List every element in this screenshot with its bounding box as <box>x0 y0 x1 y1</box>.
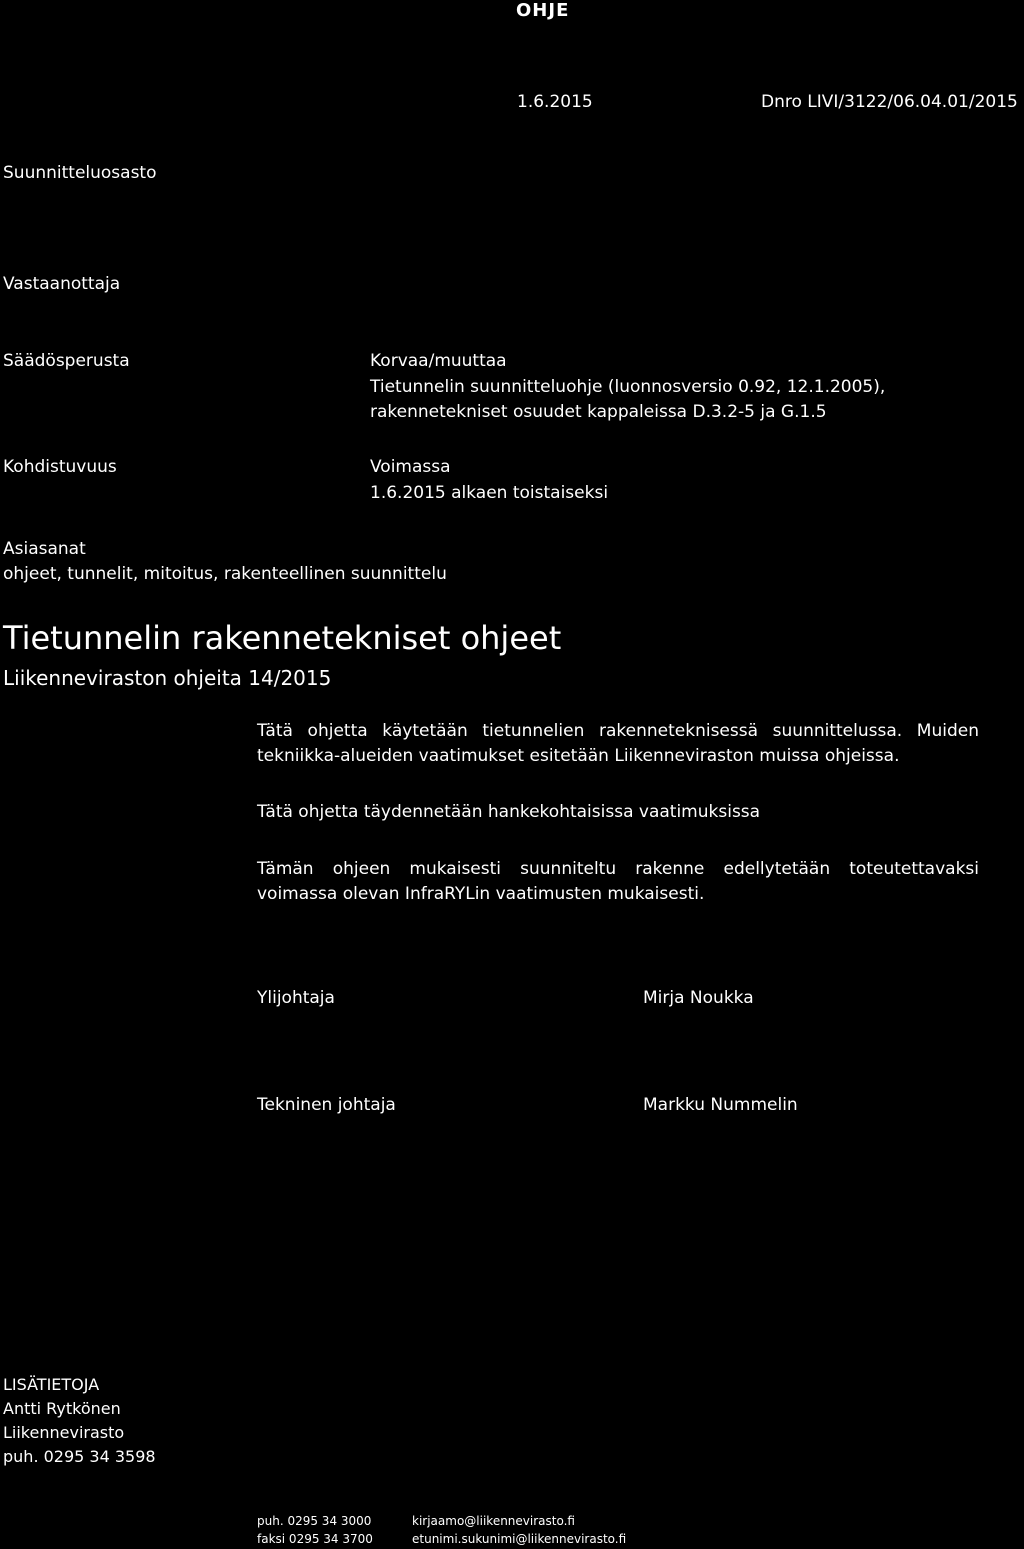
document-title: Tietunnelin rakennetekniset ohjeet <box>3 619 562 657</box>
legal-basis-label: Säädösperusta <box>3 351 130 371</box>
valid-value: 1.6.2015 alkaen toistaiseksi <box>370 483 609 503</box>
replaces-line: rakennetekniset osuudet kappaleissa D.3.2-5 ja G.1.5 <box>370 402 827 422</box>
footer-email-registry[interactable]: kirjaamo@liikennevirasto.fi <box>412 1514 575 1528</box>
scope-label: Kohdistuvuus <box>3 457 117 477</box>
keywords-label: Asiasanat <box>3 539 86 559</box>
replaces-line: Tietunnelin suunnitteluohje (luonnosversio 0.92, 12.1.2005), <box>370 377 886 397</box>
replaces-label: Korvaa/muuttaa <box>370 351 507 371</box>
signature-role: Ylijohtaja <box>257 988 335 1008</box>
document-type: OHJE <box>516 0 570 21</box>
department: Suunnitteluosasto <box>3 163 157 183</box>
paragraph: Tämän ohjeen mukaisesti suunniteltu rakenne edellytetään toteutettavaksi voimassa olevan InfraRYLin vaatimusten mukaisesti. <box>257 859 979 904</box>
document-date: 1.6.2015 <box>517 92 593 112</box>
signature-name: Markku Nummelin <box>643 1095 798 1115</box>
footer-phone: puh. 0295 34 3000 <box>257 1514 372 1528</box>
paragraph: Tätä ohjetta täydennetään hankekohtaisissa vaatimuksissa <box>257 802 761 822</box>
valid-label: Voimassa <box>370 457 451 477</box>
footer-fax: faksi 0295 34 3700 <box>257 1532 373 1546</box>
document-series: Liikenneviraston ohjeita 14/2015 <box>3 666 332 690</box>
signature-role: Tekninen johtaja <box>257 1095 396 1115</box>
footer-email-personal[interactable]: etunimi.sukunimi@liikennevirasto.fi <box>412 1532 627 1546</box>
document-number: Dnro LIVI/3122/06.04.01/2015 <box>761 92 1018 112</box>
paragraph: Tätä ohjetta käytetään tietunnelien rakenneteknisessä suunnittelussa. Muiden tekniikka-alueiden vaatimukset esitetään Liikenneviraston muissa ohjeissa. <box>257 721 979 766</box>
keywords-value: ohjeet, tunnelit, mitoitus, rakenteellinen suunnittelu <box>3 564 447 584</box>
recipient-label: Vastaanottaja <box>3 274 121 294</box>
contact-org: Liikennevirasto <box>3 1423 125 1442</box>
contact-phone: puh. 0295 34 3598 <box>3 1447 156 1466</box>
contact-heading: LISÄTIETOJA <box>3 1375 100 1394</box>
contact-name: Antti Rytkönen <box>3 1399 121 1418</box>
signature-name: Mirja Noukka <box>643 988 754 1008</box>
